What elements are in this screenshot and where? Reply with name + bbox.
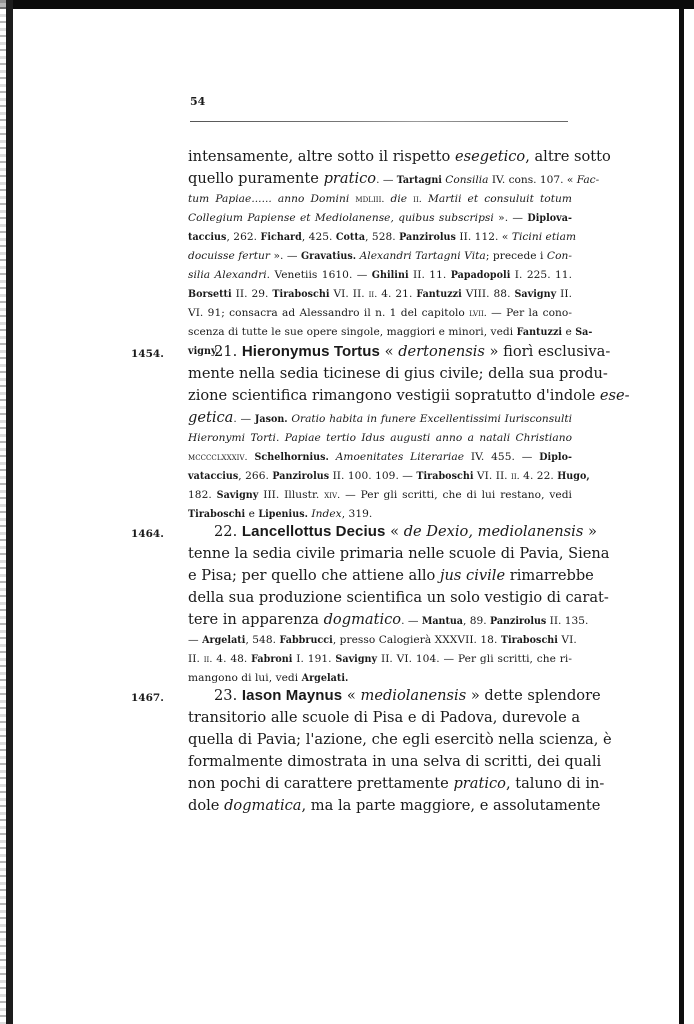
text-run: « <box>379 343 399 360</box>
jurist-name: Lancellottus Decius <box>241 523 386 540</box>
text-run: non pochi di carattere prettamente <box>188 775 454 792</box>
italic-text: Index <box>311 508 342 520</box>
text-line <box>188 631 577 650</box>
text-line <box>188 729 612 751</box>
jurist-name: Hieronymus Tortus <box>241 343 380 360</box>
text-run: » <box>583 523 597 540</box>
text-run: tere in apparenza <box>188 611 324 628</box>
italic-text: dogmatico <box>323 611 402 628</box>
italic-text: Consilia <box>445 174 489 186</box>
cited-author: Fabroni <box>251 653 293 665</box>
cited-author: Jason. <box>254 413 288 425</box>
entry-year-21: 1454. <box>131 348 164 360</box>
text-run: ». — <box>493 212 528 224</box>
cited-author: Argelati <box>202 634 246 646</box>
cited-author: Sa- <box>575 326 593 338</box>
text-run: xiv. <box>324 490 341 501</box>
text-run: ii. <box>368 289 378 300</box>
text-line <box>188 609 589 631</box>
text-run: , ma la parte maggiore, e assolutamente <box>301 797 601 814</box>
text-run: II. 11. <box>408 269 451 281</box>
text-run: , 266. <box>238 470 273 482</box>
cited-author: Borsetti <box>188 288 232 300</box>
text-run: ii. <box>413 194 422 205</box>
cited-author: Schelhornius. <box>254 451 329 463</box>
italic-text: pratico <box>323 170 377 187</box>
text-run: . — <box>233 413 255 425</box>
italic-text: pratico <box>453 775 506 792</box>
text-run: — <box>188 634 203 646</box>
text-run: , altre sotto <box>525 148 611 165</box>
text-run: . — <box>376 174 397 186</box>
cited-author: Argelati. <box>301 672 349 684</box>
cited-author: Mantua <box>421 615 463 627</box>
header-rule <box>190 121 568 122</box>
text-run: 4. 22. <box>519 470 558 482</box>
text-line <box>188 407 572 429</box>
cited-author: Cotta <box>335 231 366 243</box>
text-run: IV. 455. — <box>464 451 540 463</box>
text-run: — Per la cono- <box>486 307 572 319</box>
italic-text: Fac- <box>576 174 600 186</box>
italic-text: Oratio habita in funere Excellentissimi Iurisconsulti <box>291 413 572 425</box>
text-line <box>188 168 600 190</box>
text-run: II. VI. 104. — Per gli scritti, che ri- <box>377 653 572 665</box>
italic-text: Hieronymi Torti. Papiae tertio Idus augusti anno a natali Christiano <box>188 432 572 444</box>
text-line <box>188 486 572 505</box>
text-line <box>188 751 602 773</box>
text-line <box>188 565 594 587</box>
text-run: I. 191. <box>292 653 336 665</box>
text-run: II. 29. <box>231 288 273 300</box>
cited-author: Tiraboschi <box>272 288 330 300</box>
text-run: II. 135. <box>546 615 589 627</box>
text-run: — Per gli scritti, che di lui restano, vedi <box>340 489 572 501</box>
text-run: VI. <box>557 634 577 646</box>
text-run: « <box>385 523 404 540</box>
italic-text: dogmatica <box>224 797 302 814</box>
text-line <box>188 448 572 467</box>
cited-author: Diplova- <box>527 212 572 224</box>
text-run: « <box>342 687 361 704</box>
cited-author: taccius <box>188 231 227 243</box>
text-line <box>188 341 611 363</box>
cited-author: Savigny <box>335 653 378 665</box>
cited-author: Papadopoli <box>450 269 511 281</box>
cited-author: Panzirolus <box>272 470 330 482</box>
text-run: rimarrebbe <box>505 567 594 584</box>
cited-author: Savigny <box>514 288 557 300</box>
italic-text: Collegium Papiense et Mediolanense, quibus subscripsi <box>188 212 494 224</box>
cited-author: vigny. <box>188 345 219 357</box>
cited-author: Ghilini <box>371 269 409 281</box>
jurist-name: Iason Maynus <box>241 687 343 704</box>
text-run: quella di Pavia; l'azione, che egli esercitò nella scienza, è <box>188 731 612 748</box>
entry-21-hieronymus-tortus <box>188 341 630 524</box>
italic-text: mediolanensis <box>360 687 467 704</box>
italic-text: Martii et consuluit totum <box>421 193 572 205</box>
cited-author: Hugo, <box>557 470 590 482</box>
text-line <box>188 190 572 209</box>
text-line <box>188 650 572 669</box>
text-line <box>188 521 597 543</box>
text-run: 23. <box>214 687 242 704</box>
text-run: ii. <box>203 654 213 665</box>
cited-author: Savigny <box>216 489 259 501</box>
text-line <box>188 587 609 609</box>
text-line <box>188 247 572 266</box>
text-line <box>188 146 611 168</box>
cited-author: Panzirolus <box>489 615 547 627</box>
text-line <box>188 304 572 323</box>
text-line <box>188 429 572 448</box>
entry-year-22: 1464. <box>131 528 164 540</box>
text-run: II. <box>188 653 204 665</box>
text-run: 4. 48. <box>212 653 252 665</box>
text-run: , 528. <box>365 231 400 243</box>
text-run: della sua produzione scientifica un solo vestigio di carat- <box>188 589 609 606</box>
text-run: . — <box>401 615 422 627</box>
cited-author: vataccius <box>188 470 239 482</box>
text-run: . Venetiis 1610. — <box>266 269 372 281</box>
text-run: e <box>562 326 576 338</box>
cited-author: Tartagni <box>396 174 442 186</box>
text-run: e <box>245 508 259 520</box>
text-run: scenza di tutte le sue opere singole, maggiori e minori, vedi <box>188 326 517 338</box>
text-run: III. Illustr. <box>258 489 325 501</box>
cited-author: Diplo- <box>539 451 572 463</box>
text-run: , 425. <box>301 231 336 243</box>
text-run: quello puramente <box>188 170 324 187</box>
text-run: VIII. 88. <box>461 288 515 300</box>
italic-text: ese- <box>599 387 630 404</box>
text-run: , 319. <box>341 508 373 520</box>
italic-text: docuisse fertur <box>188 250 270 262</box>
text-run: VI. 91; consacra ad Alessandro il n. 1 del capitolo <box>188 307 470 319</box>
text-run: VI. II. <box>473 470 512 482</box>
page-number: 54 <box>190 95 206 108</box>
text-line <box>188 773 605 795</box>
text-run: lvii. <box>469 308 487 319</box>
text-run: II. <box>556 288 572 300</box>
text-run: mangono di lui, vedi <box>188 672 302 684</box>
entry-22-lancellottus-decius <box>188 521 610 688</box>
cited-author: Tiraboschi <box>500 634 558 646</box>
text-run: , taluno di in- <box>505 775 605 792</box>
italic-text: Con- <box>546 250 573 262</box>
text-run: tenne la sedia civile primaria nelle scuole di Pavia, Siena <box>188 545 610 562</box>
italic-text: de Dexio, mediolanensis <box>403 523 584 540</box>
cited-author: Fabbrucci <box>279 634 333 646</box>
text-run: formalmente dimostrata in una selva di scritti, dei quali <box>188 753 602 770</box>
text-line <box>188 543 610 565</box>
text-run: zione scientifica rimangono vestigii sopratutto d'indole <box>188 387 600 404</box>
text-line <box>188 685 601 707</box>
text-run: 4. 21. <box>377 288 417 300</box>
text-run: » fiorì esclusiva- <box>484 343 611 360</box>
text-run: dole <box>188 797 225 814</box>
scan-edge-top <box>0 0 694 9</box>
text-run: , 89. <box>462 615 490 627</box>
text-run: , 262. <box>226 231 261 243</box>
cited-author: Lipenius. <box>258 508 308 520</box>
italic-text: esegetico <box>454 148 526 165</box>
cited-author: Fantuzzi <box>416 288 462 300</box>
text-run: IV. cons. 107. « <box>488 174 577 186</box>
text-line <box>188 209 572 228</box>
italic-text: die <box>384 193 414 205</box>
cited-author: Fantuzzi <box>516 326 563 338</box>
text-run: transitorio alle scuole di Pisa e di Padova, durevole a <box>188 709 581 726</box>
cited-author: Gravatius. <box>300 250 357 262</box>
italic-text: getica <box>188 409 234 426</box>
italic-text: silia Alexandri <box>188 269 267 281</box>
text-run: II. 100. 109. — <box>329 470 417 482</box>
text-run: mdliii. <box>355 194 385 205</box>
italic-text: dertonensis <box>398 343 485 360</box>
text-run: mcccclxxxiv. <box>188 452 248 463</box>
text-run: ». — <box>270 250 301 262</box>
text-line <box>188 385 630 407</box>
continuation-paragraph <box>188 146 611 361</box>
text-line <box>188 707 581 729</box>
text-run: ii. <box>511 471 520 482</box>
italic-text: tum Papiae...... anno Domini <box>188 193 356 205</box>
text-run: mente nella sedia ticinese di gius civile; della sua produ- <box>188 365 608 382</box>
text-run: ; precede i <box>485 250 547 262</box>
text-run: , presso Calogierà XXXVII. 18. <box>332 634 501 646</box>
entry-year-23: 1467. <box>131 692 164 704</box>
entry-23-iason-maynus <box>188 685 612 817</box>
cited-author: Panzirolus <box>399 231 456 243</box>
text-run: » dette splendore <box>466 687 601 704</box>
text-line <box>188 285 572 304</box>
text-run: 21. <box>214 343 242 360</box>
italic-text: Ticini etiam <box>511 231 577 243</box>
cited-author: Fichard <box>260 231 302 243</box>
text-line <box>188 266 572 285</box>
italic-text: jus civile <box>439 567 506 584</box>
text-run: intensamente, altre sotto il rispetto <box>188 148 455 165</box>
text-run: I. 225. 11. <box>510 269 572 281</box>
scan-edge-left <box>6 0 13 1024</box>
cited-author: Tiraboschi <box>416 470 474 482</box>
text-run <box>329 451 336 463</box>
text-line <box>188 795 601 817</box>
text-line <box>188 228 577 247</box>
italic-text: Alexandri Tartagni Vita <box>359 250 486 262</box>
text-run: VI. II. <box>329 288 369 300</box>
scan-edge-right <box>679 9 684 1024</box>
cited-author: Tiraboschi <box>188 508 246 520</box>
text-run: e Pisa; per quello che attiene allo <box>188 567 440 584</box>
italic-text: Amoenitates Literariae <box>335 451 465 463</box>
text-line <box>188 323 593 342</box>
text-run: , 548. <box>245 634 280 646</box>
text-run: 22. <box>214 523 242 540</box>
text-run: 182. <box>188 489 217 501</box>
text-line <box>188 467 590 486</box>
text-run: II. 112. « <box>455 231 512 243</box>
text-line <box>188 363 608 385</box>
